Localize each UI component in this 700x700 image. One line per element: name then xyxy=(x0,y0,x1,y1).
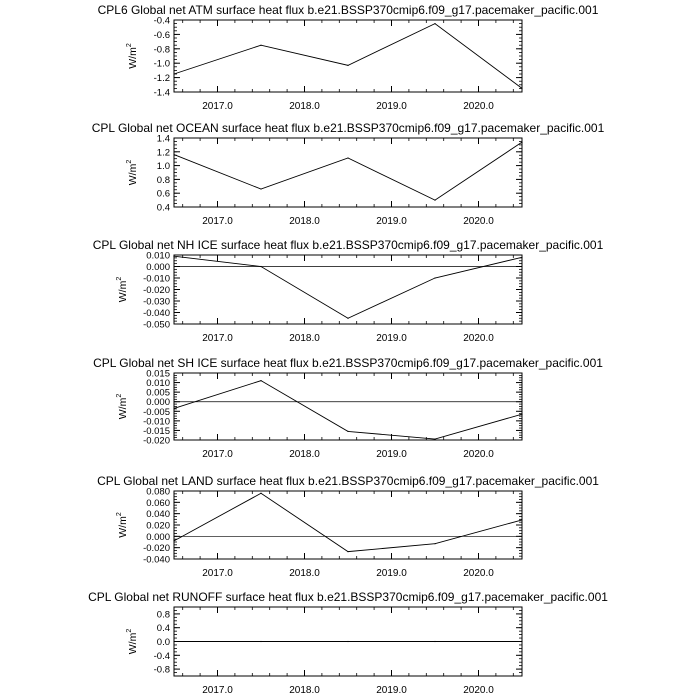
x-tick-label: 2017.0 xyxy=(202,101,233,112)
plot-frame xyxy=(174,491,522,559)
x-tick-label: 2020.0 xyxy=(463,216,494,227)
y-tick-label: -1.2 xyxy=(153,73,170,85)
chart-panel-4 xyxy=(93,356,603,460)
plot-frame xyxy=(174,373,522,440)
y-axis-label: $W/m^2$ xyxy=(116,393,129,420)
y-axis-label: $W/m^2$ xyxy=(126,159,139,186)
y-tick-label: -0.020 xyxy=(143,543,170,555)
data-point xyxy=(434,23,435,24)
y-tick-label: 0.000 xyxy=(146,531,170,543)
y-tick-label: 0.000 xyxy=(146,397,170,409)
x-tick-label: 2020.0 xyxy=(463,333,494,344)
x-tick-label: 2019.0 xyxy=(376,685,407,696)
data-point xyxy=(347,551,348,552)
data-point xyxy=(173,73,174,74)
y-tick-label: 0.060 xyxy=(146,497,170,509)
x-tick-label: 2020.0 xyxy=(463,685,494,696)
y-tick-label: -1.0 xyxy=(153,58,170,70)
y-tick-label: 0.010 xyxy=(146,378,170,390)
data-point xyxy=(260,266,261,267)
chart-title: CPL6 Global net ATM surface heat flux b.e21.BSSP370cmip6.f09_g17.pacemaker_pacific.001 xyxy=(97,3,599,17)
y-tick-label: -0.040 xyxy=(143,554,170,566)
y-axis-label: $W/m^2$ xyxy=(126,628,139,655)
data-point xyxy=(521,519,522,520)
y-tick-label: -0.040 xyxy=(143,308,170,319)
plot-frame xyxy=(174,138,522,207)
x-tick-label: 2018.0 xyxy=(289,216,320,227)
x-tick-label: 2018.0 xyxy=(289,568,320,579)
data-point xyxy=(521,414,522,415)
chart-panel-3 xyxy=(93,238,604,344)
x-tick-label: 2018.0 xyxy=(289,101,320,112)
data-point xyxy=(260,188,261,189)
y-tick-label: -0.020 xyxy=(143,285,170,296)
data-point xyxy=(347,157,348,158)
y-axis-label: $W/m^2$ xyxy=(126,43,139,69)
y-tick-label: -0.020 xyxy=(143,435,170,447)
x-tick-label: 2018.0 xyxy=(289,685,320,696)
y-tick-label: 0.000 xyxy=(146,262,170,273)
y-tick-label: 0.015 xyxy=(146,368,170,380)
x-tick-label: 2020.0 xyxy=(463,101,494,112)
x-tick-label: 2018.0 xyxy=(289,333,320,344)
data-point xyxy=(260,380,261,381)
series-line xyxy=(174,24,522,89)
x-tick-label: 2019.0 xyxy=(376,216,407,227)
y-tick-label: 0.4 xyxy=(156,623,170,635)
chart-panel-5 xyxy=(97,474,599,579)
y-tick-label: 0.0 xyxy=(156,637,170,648)
x-tick-label: 2017.0 xyxy=(202,333,233,344)
data-point xyxy=(260,493,261,494)
plot-frame xyxy=(174,20,522,92)
data-point xyxy=(521,88,522,89)
chart-title: CPL Global net RUNOFF surface heat flux b.e21.BSSP370cmip6.f09_g17.pacemaker_pacific.001 xyxy=(88,590,608,604)
y-tick-label: -0.030 xyxy=(143,296,170,308)
data-point xyxy=(173,408,174,409)
x-tick-label: 2017.0 xyxy=(202,568,233,579)
x-tick-label: 2017.0 xyxy=(202,216,233,227)
chart-panel-1 xyxy=(98,3,599,112)
x-tick-label: 2019.0 xyxy=(376,333,407,344)
y-tick-label: -0.4 xyxy=(153,650,170,662)
data-point xyxy=(260,641,261,642)
y-tick-label: 1.4 xyxy=(156,133,170,145)
data-point xyxy=(521,257,522,258)
x-tick-label: 2020.0 xyxy=(463,568,494,579)
y-tick-label: -1.4 xyxy=(153,87,170,99)
chart-panel-6 xyxy=(88,590,608,696)
data-point xyxy=(434,200,435,201)
data-point xyxy=(347,641,348,642)
x-tick-label: 2019.0 xyxy=(376,568,407,579)
data-point xyxy=(434,438,435,439)
data-point xyxy=(347,318,348,319)
x-tick-label: 2018.0 xyxy=(289,449,320,460)
series-line xyxy=(174,381,522,439)
series-line xyxy=(174,256,522,318)
data-point xyxy=(347,65,348,66)
y-tick-label: -0.010 xyxy=(143,273,170,285)
y-tick-label: 0.020 xyxy=(146,520,170,532)
y-tick-label: -0.4 xyxy=(153,15,170,27)
y-tick-label: -0.015 xyxy=(143,425,170,437)
y-tick-label: 0.080 xyxy=(146,486,170,498)
data-point xyxy=(521,641,522,642)
data-point xyxy=(173,540,174,541)
y-tick-label: -0.8 xyxy=(153,44,170,56)
y-tick-label: 0.8 xyxy=(156,174,170,186)
x-tick-label: 2017.0 xyxy=(202,685,233,696)
x-tick-label: 2019.0 xyxy=(376,449,407,460)
data-point xyxy=(434,641,435,642)
y-tick-label: 0.040 xyxy=(146,509,170,521)
y-tick-label: 1.0 xyxy=(156,161,170,173)
data-point xyxy=(173,256,174,257)
data-point xyxy=(434,277,435,278)
x-tick-label: 2020.0 xyxy=(463,449,494,460)
data-point xyxy=(260,45,261,46)
y-tick-label: 1.2 xyxy=(156,147,170,159)
x-tick-label: 2019.0 xyxy=(376,101,407,112)
y-tick-label: 0.8 xyxy=(156,609,170,621)
chart-title: CPL Global net LAND surface heat flux b.e21.BSSP370cmip6.f09_g17.pacemaker_pacific.001 xyxy=(97,474,599,488)
data-point xyxy=(173,154,174,155)
plot-frame xyxy=(174,255,522,324)
y-tick-label: -0.8 xyxy=(153,664,170,676)
series-line xyxy=(174,142,522,200)
y-tick-label: 0.005 xyxy=(146,387,170,399)
y-tick-label: -0.005 xyxy=(143,406,170,418)
y-axis-label: $W/m^2$ xyxy=(116,512,129,538)
y-tick-label: -0.010 xyxy=(143,416,170,428)
data-point xyxy=(173,641,174,642)
chart-title: CPL Global net OCEAN surface heat flux b.e21.BSSP370cmip6.f09_g17.pacemaker_pacific.001 xyxy=(91,121,605,135)
y-tick-label: 0.6 xyxy=(156,188,170,200)
y-tick-label: 0.4 xyxy=(156,202,170,214)
y-tick-label: -0.050 xyxy=(143,319,170,331)
y-axis-label: $W/m^2$ xyxy=(116,276,129,303)
chart-panel-2 xyxy=(92,121,605,227)
y-tick-label: -0.6 xyxy=(153,29,170,41)
chart-title: CPL Global net SH ICE surface heat flux b.e21.BSSP370cmip6.f09_g17.pacemaker_pacific.001 xyxy=(93,356,603,370)
series-line xyxy=(174,493,522,551)
x-tick-label: 2017.0 xyxy=(202,449,233,460)
data-point xyxy=(347,431,348,432)
data-point xyxy=(434,543,435,544)
data-point xyxy=(521,142,522,143)
y-tick-label: 0.010 xyxy=(146,250,170,262)
chart-title: CPL Global net NH ICE surface heat flux b.e21.BSSP370cmip6.f09_g17.pacemaker_pacific.001 xyxy=(92,238,604,252)
